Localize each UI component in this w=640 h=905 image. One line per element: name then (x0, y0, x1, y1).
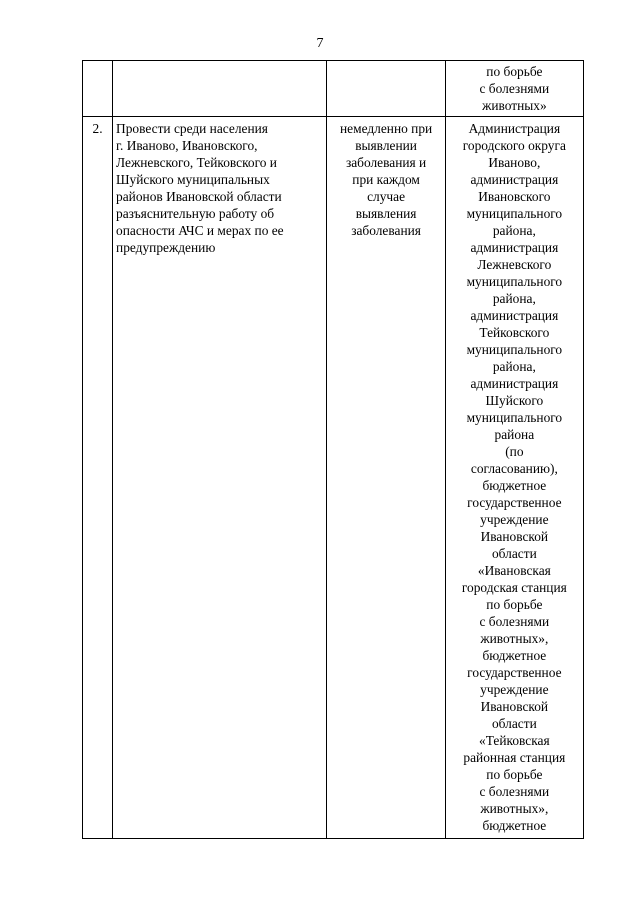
measure-cell (113, 61, 327, 117)
responsible-text: Администрация городского округа Иваново, администрация Ивановского муниципального района, администрация Лежневского муниципального района, администрация Тейковского муниципального района, администрация Шуйского муниципального района (по согласованию), бюджетное государственное учреждение Ивановской области «Ивановская городская станция по борьбе с болезнями животных», бюджетное государственное учреждение Ивановской области «Тейковская районная станция по борьбе с болезнями животных», бюджетное (461, 121, 567, 833)
row-number: 2. (92, 121, 103, 136)
measure-text: Провести среди населения г. Иваново, Ивановского, Лежневского, Тейковского и Шуйского муниципальных районов Ивановской области разъяснительную работу об опасности АЧС и мерах по ее предупреждению (116, 121, 284, 255)
responsible-cell (445, 117, 583, 839)
deadline-text: немедленно при выявлении заболевания и при каждом случае выявления заболевания (339, 121, 433, 238)
row-number-cell (83, 61, 113, 117)
measure-cell (113, 117, 327, 839)
table-row-2 (83, 117, 584, 839)
deadline-cell (327, 61, 445, 117)
table-row-continued (83, 61, 584, 117)
measures-table (82, 60, 584, 839)
responsible-cell (445, 61, 583, 117)
deadline-cell (327, 117, 445, 839)
page-number: 7 (316, 36, 324, 51)
responsible-text: по борьбе с болезнями животных» (479, 64, 550, 113)
row-number-cell (83, 117, 113, 839)
